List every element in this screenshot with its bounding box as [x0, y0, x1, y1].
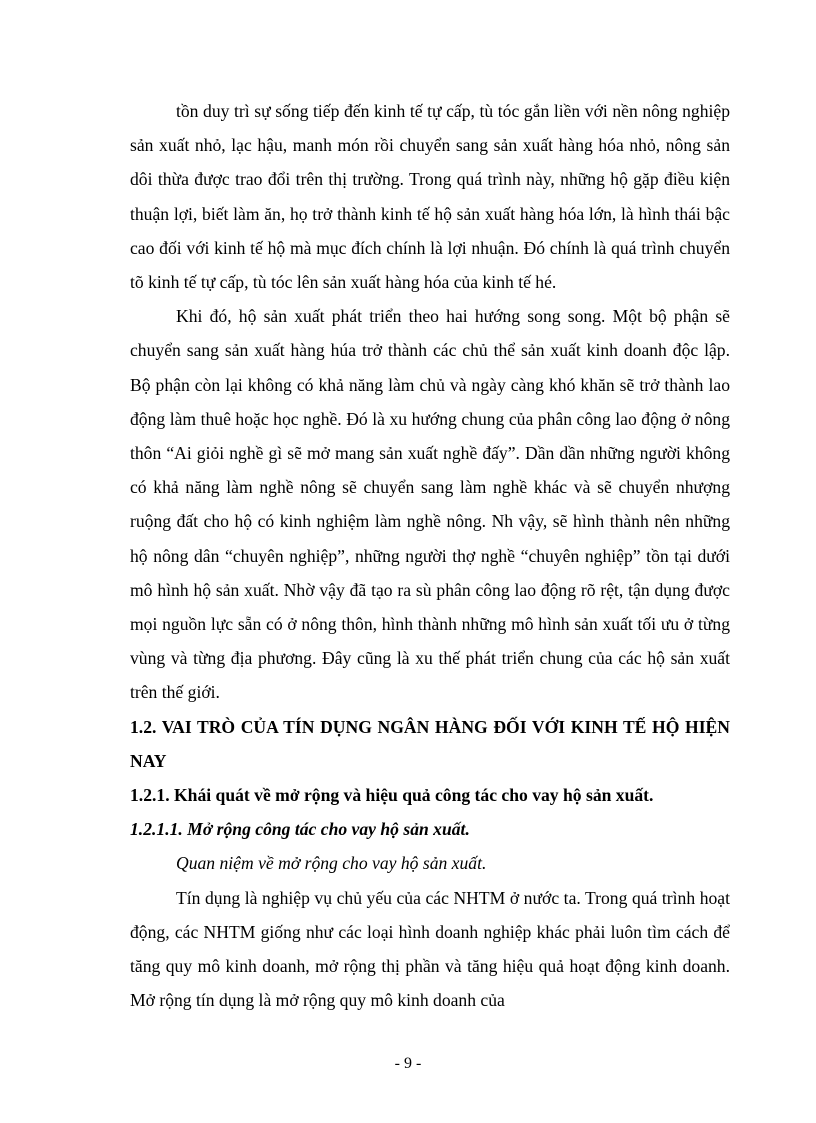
page-number: - 9 - — [394, 1055, 422, 1072]
section-heading-1-2-1-1: 1.2.1.1. Mở rộng công tác cho vay hộ sản xuất. — [130, 819, 470, 840]
section-heading-1-2-1: 1.2.1. Khái quát về mở rộng và hiệu quả công tác cho vay hộ sản xuất. — [130, 785, 654, 806]
document-body — [130, 94, 730, 1017]
paragraph-credit-role: Tín dụng là nghiệp vụ chủ yếu của các NHTM ở nước ta. Trong quá trình hoạt động, các NHTM giống như các loại hình doanh nghiệp khác phải luôn tìm cách để tăng quy mô kinh doanh, mở rộng thị phần và tăng hiệu quả hoạt động kinh doanh. Mở rộng tín dụng là mở rộng quy mô kinh doanh của — [130, 887, 730, 1011]
paragraph-continuation: tồn duy trì sự sống tiếp đến kinh tế tự cấp, tù tóc gắn liền với nền nông nghiệp sản xuất nhỏ, lạc hậu, manh món rồi chuyển sang sản xuất hàng hóa nhỏ, nông sản dôi thừa được trao đổi trên thị trường. Trong quá trình này, những hộ gặp điều kiện thuận lợi, biết làm ăn, họ trở thành kinh tế hộ sản xuất hàng hóa lớn, là hình thái bậc cao đối với kinh tế hộ mà mục đích chính là lợi nhuận. Đó chính là quá trình chuyển tõ kinh tế tự cấp, tù tóc lên sản xuất hàng hóa của kinh tế hé. — [130, 101, 730, 293]
concept-subtitle: Quan niệm về mở rộng cho vay hộ sản xuất. — [176, 853, 487, 874]
section-heading-1-2: 1.2. VAI TRÒ CỦA TÍN DỤNG NGÂN HÀNG ĐỐI VỚI KINH TẾ HỘ HIỆN NAY — [130, 716, 730, 771]
paragraph-development-directions: Khi đó, hộ sản xuất phát triển theo hai hướng song song. Một bộ phận sẽ chuyển sang sản xuất hàng húa trở thành các chủ thể sản xuất kinh doanh độc lập. Bộ phận còn lại không có khả năng làm chủ và ngày càng khó khăn sẽ trở thành lao động làm thuê hoặc học nghề. Đó là xu hướng chung của phân công lao động ở nông thôn “Ai giỏi nghề gì sẽ mở mang sản xuất nghề đấy”. Dần dần những người không có khả năng làm nghề nông sẽ chuyển sang làm nghề khác và sẽ chuyển nhượng ruộng đất cho hộ có kinh nghiệm làm nghề nông. Nh vậy, sẽ hình thành nên những hộ nông dân “chuyên nghiệp”, những người thợ nghề “chuyên nghiệp” tồn tại dưới mô hình hộ sản xuất. Nhờ vậy đã tạo ra sù phân công lao động rõ rệt, tận dụng được mọi nguồn lực sẵn có ở nông thôn, hình thành những mô hình sản xuất tối ưu ở từng vùng và từng địa phương. Đây cũng là xu thế phát triển chung của các hộ sản xuất trên thế giới. — [130, 306, 730, 703]
